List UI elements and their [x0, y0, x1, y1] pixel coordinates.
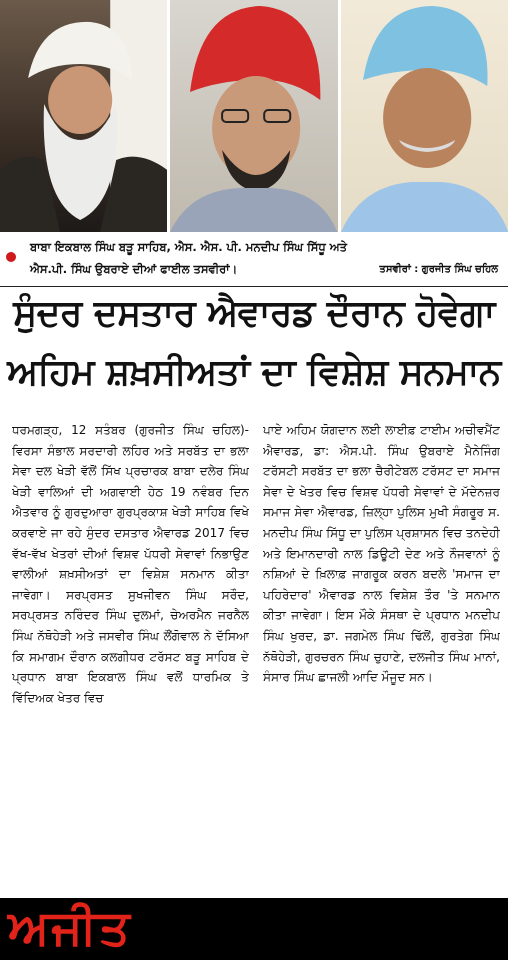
headline-line-1: ਸੁੰਦਰ ਦਸਤਾਰ ਐਵਾਰਡ ਦੌਰਾਨ ਹੋਵੇਗਾ: [13, 293, 495, 334]
ajit-logo: ਅਜੀਤ: [8, 900, 132, 956]
photo-strip: [0, 0, 508, 232]
headline-line-2: ਅਹਿਮ ਸ਼ਖ਼ਸੀਅਤਾਂ ਦਾ ਵਿਸ਼ੇਸ਼ ਸਨਮਾਨ: [7, 352, 501, 393]
portrait-red-turban: [170, 0, 337, 232]
caption-line-2: ਐਸ.ਪੀ. ਸਿੰਘ ਉਬਰਾਏ ਦੀਆਂ ਫਾਈਲ ਤਸਵੀਰਾਂ।: [30, 262, 238, 276]
red-bullet-icon: [6, 252, 16, 262]
photo-credit: ਤਸਵੀਰਾਂ : ਗੁਰਜੀਤ ਸਿੰਘ ਚਹਿਲ: [379, 264, 498, 275]
portrait-blue-turban: [341, 0, 508, 232]
article-column-1: ਧਰਮਗੜ੍ਹ, 12 ਸਤੰਬਰ (ਗੁਰਜੀਤ ਸਿੰਘ ਚਹਿਲ)-ਵਿਰਸਾ ਸੰਭਾਲ ਸਰਦਾਰੀ ਲਹਿਰ ਅਤੇ ਸਰਬੱਤ ਦਾ ਭਲਾ ਸੇਵਾ ਦਲ ਖੇੜੀ ਵੱਲੋਂ ਸਿੱਖ ਪ੍ਰਚਾਰਕ ਬਾਬਾ ਦਲੇਰ ਸਿੰਘ ਖੇੜੀ ਵਾਲਿਆਂ ਦੀ ਅਗਵਾਈ ਹੇਠ 19 ਨਵੰਬਰ ਦਿਨ ਐਤਵਾਰ ਨੂੰ ਗੁਰਦੁਆਰਾ ਗੁਰਪ੍ਰਕਾਸ਼ ਖੇੜੀ ਸਾਹਿਬ ਵਿਖੇ ਕਰਵਾਏ ਜਾ ਰਹੇ ਸੁੰਦਰ ਦਸਤਾਰ ਐਵਾਰਡ 2017 ਵਿਚ ਵੱਖ-ਵੱਖ ਖੇਤਰਾਂ ਦੀਆਂ ਵਿਸ਼ਵ ਪੱਧਰੀ ਸੇਵਾਵਾਂ ਨਿਭਾਉਣ ਵਾਲੀਆਂ ਸ਼ਖ਼ਸੀਅਤਾਂ ਦਾ ਵਿਸ਼ੇਸ਼ ਸਨਮਾਨ ਕੀਤਾ ਜਾਵੇਗਾ। ਸਰਪ੍ਰਸਤ ਸੁਖਜੀਵਨ ਸਿੰਘ ਸਰੌਦ, ਸਰਪ੍ਰਸਤ ਨਰਿੰਦਰ ਸਿੰਘ ਦੁਲਮਾਂ, ਚੇਅਰਮੈਨ ਜਰਨੈਲ ਸਿੰਘ ਨੱਥੋਹੇੜੀ ਅਤੇ ਜਸਵੀਰ ਸਿੰਘ ਲੌਂਗੋਵਾਲ ਨੇ ਦੱਸਿਆ ਕਿ ਸਮਾਗਮ ਦੌਰਾਨ ਕਲਗੀਧਰ ਟਰੱਸਟ ਬੜੂ ਸਾਹਿਬ ਦੇ ਪ੍ਰਧਾਨ ਬਾਬਾ ਇਕਬਾਲ ਸਿੰਘ ਵਲੋਂ ਧਾਰਮਿਕ ਤੇ ਵਿੱਦਿਅਕ ਖੇਤਰ ਵਿਚ: [12, 423, 249, 705]
photo-caption: [0, 234, 508, 287]
photo-baba-iqbal-singh: [0, 0, 167, 232]
article-body: [12, 420, 500, 890]
newspaper-masthead: [0, 898, 508, 960]
photo-sp-singh-oberoi: [341, 0, 508, 232]
portrait-elder-white-beard: [0, 0, 167, 232]
caption-line-1: ਬਾਬਾ ਇਕਬਾਲ ਸਿੰਘ ਬੜੂ ਸਾਹਿਬ, ਐਸ. ਐਸ. ਪੀ. ਮਨਦੀਪ ਸਿੰਘ ਸਿੱਧੂ ਅਤੇ: [30, 240, 347, 254]
article-column-2: ਪਾਏ ਅਹਿਮ ਯੋਗਦਾਨ ਲਈ ਲਾਈਫ਼ ਟਾਈਮ ਅਚੀਵਮੈਂਟ ਐਵਾਰਡ, ਡਾ: ਐਸ.ਪੀ. ਸਿੰਘ ਉਬਰਾਏ ਮੈਨੇਜਿੰਗ ਟਰੱਸਟੀ ਸਰਬੱਤ ਦਾ ਭਲਾ ਚੈਰੀਟੇਬਲ ਟਰੱਸਟ ਦਾ ਸਮਾਜ ਸੇਵਾ ਦੇ ਖੇਤਰ ਵਿਚ ਵਿਸ਼ਵ ਪੱਧਰੀ ਸੇਵਾਵਾਂ ਦੇ ਮੱਦੇਨਜ਼ਰ ਸਮਾਜ ਸੇਵਾ ਐਵਾਰਡ, ਜ਼ਿਲ੍ਹਾ ਪੁਲਿਸ ਮੁਖੀ ਸੰਗਰੂਰ ਸ. ਮਨਦੀਪ ਸਿੰਘ ਸਿੱਧੂ ਦਾ ਪੁਲਿਸ ਪ੍ਰਸ਼ਾਸਨ ਵਿਚ ਤਨਦੇਹੀ ਅਤੇ ਇਮਾਨਦਾਰੀ ਨਾਲ ਡਿਊਟੀ ਦੇਣ ਅਤੇ ਨੌਜਵਾਨਾਂ ਨੂੰ ਨਸ਼ਿਆਂ ਦੇ ਖ਼ਿਲਾਫ਼ ਜਾਗਰੂਕ ਕਰਨ ਬਦਲੇ 'ਸਮਾਜ ਦਾ ਪਹਿਰੇਦਾਰ' ਐਵਾਰਡ ਨਾਲ ਵਿਸ਼ੇਸ਼ ਤੌਰ 'ਤੇ ਸਨਮਾਨ ਕੀਤਾ ਜਾਵੇਗਾ। ਇਸ ਮੌਕੇ ਸੰਸਥਾ ਦੇ ਪ੍ਰਧਾਨ ਮਨਦੀਪ ਸਿੰਘ ਖੁਰਦ, ਡਾ. ਜਗਮੇਲ ਸਿੰਘ ਢਿੱਲੋਂ, ਗੁਰਤੇਗ ਸਿੰਘ ਨੱਥੋਹੇੜੀ, ਗੁਰਚਰਨ ਸਿੰਘ ਚੁਹਾਣੇ, ਦਲਜੀਤ ਸਿੰਘ ਮਾਨਾਂ, ਸੰਸਾਰ ਸਿੰਘ ਛਾਜਲੀ ਆਦਿ ਮੌਜੂਦ ਸਨ।: [263, 423, 500, 685]
photo-mandeep-singh-sidhu: [170, 0, 337, 232]
